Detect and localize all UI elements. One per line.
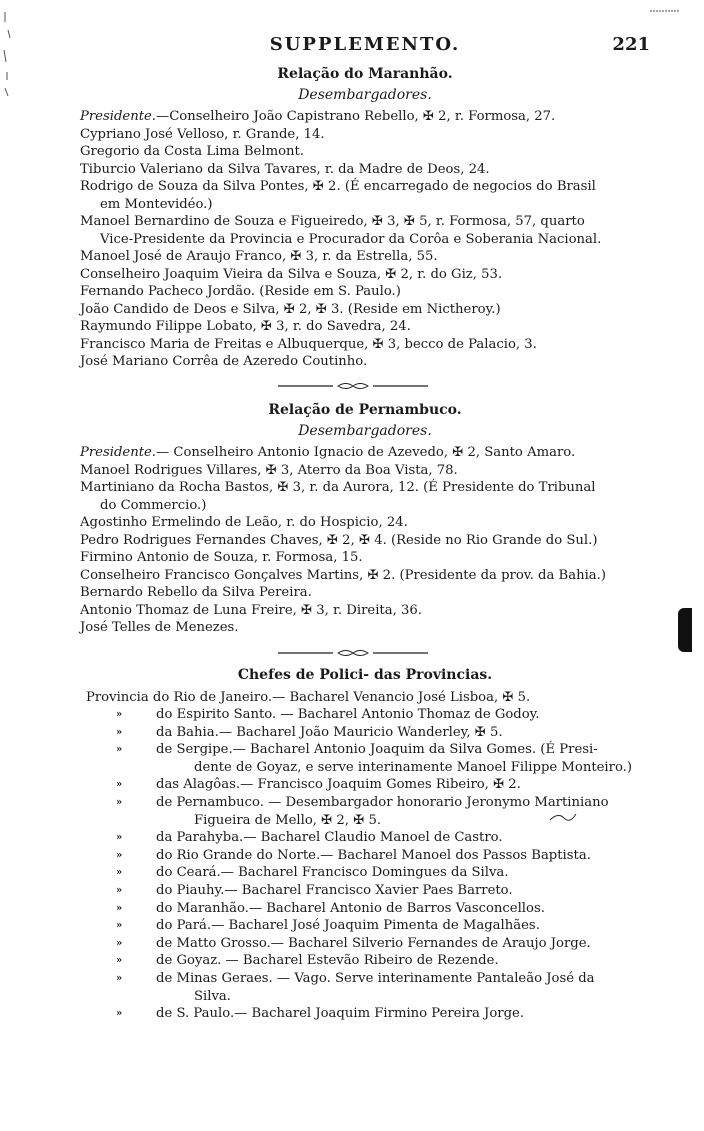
chefes-item: do Espirito Santo. — Bacharel Antonio Thomaz de Godoy. bbox=[156, 707, 540, 722]
entry-text: Gregorio da Costa Lima Belmont. bbox=[80, 144, 305, 159]
entry-line bbox=[80, 514, 408, 531]
entry-text: João Candido de Deos e Silva, ✠ 2, ✠ 3. (Reside em Nictheroy.) bbox=[80, 301, 501, 317]
chefes-item: de Minas Geraes. — Vago. Serve interinamente Pantaleão José da bbox=[156, 971, 595, 986]
chefes-first-line: Provincia do Rio de Janeiro.— Bacharel Venancio José Lisboa, ✠ 5. bbox=[86, 690, 531, 705]
chefes-item: das Alagôas.— Francisco Joaquim Gomes Ribeiro, ✠ 2. bbox=[156, 777, 521, 793]
entry-text: Cypriano José Velloso, r. Grande, 14. bbox=[80, 126, 325, 142]
entry-text: Bernardo Rebello da Silva Pereira. bbox=[80, 585, 312, 600]
entry-line bbox=[80, 602, 422, 619]
margin-marks bbox=[2, 10, 16, 100]
entry-line bbox=[80, 143, 304, 160]
entry-text: Tiburcio Valeriano da Silva Tavares, r. da Madre de Deos, 24. bbox=[80, 161, 490, 177]
entry-line bbox=[80, 584, 312, 601]
page-edge-shadow bbox=[678, 608, 692, 652]
entry-line bbox=[80, 567, 606, 584]
page-number: 221 bbox=[612, 34, 650, 55]
ditto-mark: » bbox=[116, 832, 123, 844]
ditto-mark: » bbox=[116, 902, 123, 914]
chefes-item: de Pernambuco. — Desembargador honorario Jeronymo Martiniano bbox=[156, 795, 609, 810]
ditto-mark: » bbox=[116, 797, 123, 808]
ditto-mark: » bbox=[116, 973, 123, 984]
ornamental-divider bbox=[278, 381, 428, 391]
ditto-mark: » bbox=[116, 709, 123, 720]
running-header bbox=[80, 34, 650, 62]
section-title-chefes: Chefes de Polici- das Provincias. bbox=[237, 667, 493, 683]
entry-text: Conselheiro Joaquim Vieira da Silva e Souza, ✠ 2, r. do Giz, 53. bbox=[80, 266, 503, 282]
entry-line bbox=[80, 318, 411, 335]
maranhao-list bbox=[80, 108, 660, 368]
entry-line bbox=[80, 336, 537, 353]
entry-text: Conselheiro Francisco Gonçalves Martins, ✠ 2. (Presidente da prov. da Bahia.) bbox=[80, 567, 607, 583]
entry-text: Raymundo Filippe Lobato, ✠ 3, r. do Savedra, 24. bbox=[80, 319, 411, 334]
ditto-mark: » bbox=[116, 726, 123, 738]
chefes-item: do Maranhão.— Bacharel Antonio de Barros Vasconcellos. bbox=[156, 900, 545, 916]
ditto-mark: » bbox=[116, 867, 123, 879]
entry-line bbox=[100, 196, 213, 213]
entry-text: Manoel Rodrigues Villares, ✠ 3, Aterro da Boa Vista, 78. bbox=[80, 462, 458, 478]
entry-text: Pedro Rodrigues Fernandes Chaves, ✠ 2, ✠ 4. (Reside no Rio Grande do Sul.) bbox=[80, 532, 598, 548]
top-edge-mark bbox=[650, 8, 680, 14]
chefes-item: de Matto Grosso.— Bacharel Silverio Fernandes de Araujo Jorge. bbox=[156, 935, 591, 951]
entry-text: Rodrigo de Souza da Silva Pontes, ✠ 2. (É encarregado de negocios do Brasil bbox=[80, 179, 596, 194]
ditto-mark: » bbox=[116, 1008, 123, 1020]
chefes-item: da Bahia.— Bacharel João Mauricio Wanderley, ✠ 5. bbox=[156, 724, 503, 740]
entry-text: Vice-Presidente da Provincia e Procurador da Corôa e Soberania Nacional. bbox=[100, 231, 602, 247]
entry-lead: Presidente. bbox=[80, 445, 157, 460]
entry-line bbox=[80, 161, 490, 178]
entry-line bbox=[80, 532, 597, 549]
entry-line bbox=[80, 178, 596, 195]
section-title-pernambuco: Relação de Pernambuco. bbox=[268, 402, 462, 418]
running-title: SUPPLEMENTO. bbox=[269, 34, 461, 55]
chefes-item: dente de Goyaz, e serve interinamente Manoel Filippe Monteiro.) bbox=[194, 759, 633, 775]
entry-line bbox=[80, 462, 458, 479]
entry-line bbox=[80, 108, 555, 125]
ditto-mark: » bbox=[116, 779, 123, 791]
chefes-item: Silva. bbox=[194, 988, 231, 1004]
entry-text: — Conselheiro Antonio Ignacio de Azevedo, ✠ 2, Santo Amaro. bbox=[156, 445, 576, 460]
entry-text: Martiniano da Rocha Bastos, ✠ 3, r. da Aurora, 12. (É Presidente do Tribunal bbox=[80, 480, 596, 495]
chefes-item: do Pará.— Bacharel José Joaquim Pimenta de Magalhães. bbox=[156, 918, 540, 934]
chefes-item: de Goyaz. — Bacharel Estevão Ribeiro de Rezende. bbox=[156, 953, 499, 969]
ditto-mark: » bbox=[116, 920, 123, 932]
ditto-mark: » bbox=[116, 955, 123, 967]
chefes-item: do Rio Grande do Norte.— Bacharel Manoel dos Passos Baptista. bbox=[156, 847, 591, 863]
ditto-mark: » bbox=[116, 849, 123, 861]
entry-text: José Mariano Corrêa de Azeredo Coutinho. bbox=[80, 354, 368, 369]
section-subtitle-pernambuco: Desembargadores. bbox=[298, 423, 432, 439]
entry-line bbox=[80, 353, 367, 370]
entry-text: José Telles de Menezes. bbox=[80, 620, 239, 635]
chefes-item: da Parahyba.— Bacharel Claudio Manoel de Castro. bbox=[156, 830, 503, 846]
chefes-item: Figueira de Mello, ✠ 2, ✠ 5. bbox=[194, 812, 382, 828]
entry-text: Francisco Maria de Freitas e Albuquerque, ✠ 3, becco de Palacio, 3. bbox=[80, 336, 537, 352]
entry-line bbox=[80, 248, 438, 265]
entry-text: Agostinho Ermelindo de Leão, r. do Hospicio, 24. bbox=[80, 515, 408, 530]
chefes-item: do Piauhy.— Bacharel Francisco Xavier Paes Barreto. bbox=[156, 883, 513, 898]
entry-line bbox=[80, 283, 401, 300]
section-title-maranhao: Relação do Maranhão. bbox=[277, 66, 453, 82]
entry-text: —Conselheiro João Capistrano Rebello, ✠ 2, r. Formosa, 27. bbox=[156, 109, 556, 124]
entry-line bbox=[100, 231, 601, 248]
entry-line bbox=[80, 549, 363, 566]
section-subtitle-maranhao: Desembargadores. bbox=[298, 87, 432, 103]
entry-text: Antonio Thomaz de Luna Freire, ✠ 3, r. Direita, 36. bbox=[80, 602, 422, 618]
ditto-mark: » bbox=[116, 744, 123, 756]
entry-text: Fernando Pacheco Jordão. (Reside em S. Paulo.) bbox=[80, 284, 401, 299]
ornamental-divider bbox=[278, 648, 428, 658]
entry-line bbox=[100, 497, 206, 514]
entry-line bbox=[80, 126, 325, 143]
entry-lead: Presidente. bbox=[80, 109, 157, 124]
entry-line bbox=[80, 479, 595, 496]
entry-text: Manoel Bernardino de Souza e Figueiredo, ✠ 3, ✠ 5, r. Formosa, 57, quarto bbox=[80, 214, 585, 229]
entry-line bbox=[80, 444, 575, 461]
entry-text: em Montevidéo.) bbox=[100, 196, 213, 212]
pen-squiggle bbox=[548, 810, 578, 824]
ditto-mark: » bbox=[116, 885, 123, 896]
chefes-item: de Sergipe.— Bacharel Antonio Joaquim da Silva Gomes. (É Presi- bbox=[156, 742, 598, 758]
chefes-list bbox=[0, 706, 704, 1036]
ditto-mark: » bbox=[116, 937, 123, 949]
entry-line bbox=[80, 266, 502, 283]
chefes-item: de S. Paulo.— Bacharel Joaquim Firmino Pereira Jorge. bbox=[156, 1006, 525, 1022]
entry-line bbox=[80, 301, 501, 318]
chefes-item: do Ceará.— Bacharel Francisco Domingues da Silva. bbox=[156, 865, 509, 881]
entry-text: Firmino Antonio de Souza, r. Formosa, 15. bbox=[80, 550, 363, 565]
pernambuco-list bbox=[80, 444, 660, 639]
entry-text: Manoel José de Araujo Franco, ✠ 3, r. da Estrella, 55. bbox=[80, 249, 438, 264]
entry-line bbox=[80, 619, 239, 636]
entry-text: do Commercio.) bbox=[100, 497, 207, 513]
entry-line bbox=[80, 213, 585, 230]
